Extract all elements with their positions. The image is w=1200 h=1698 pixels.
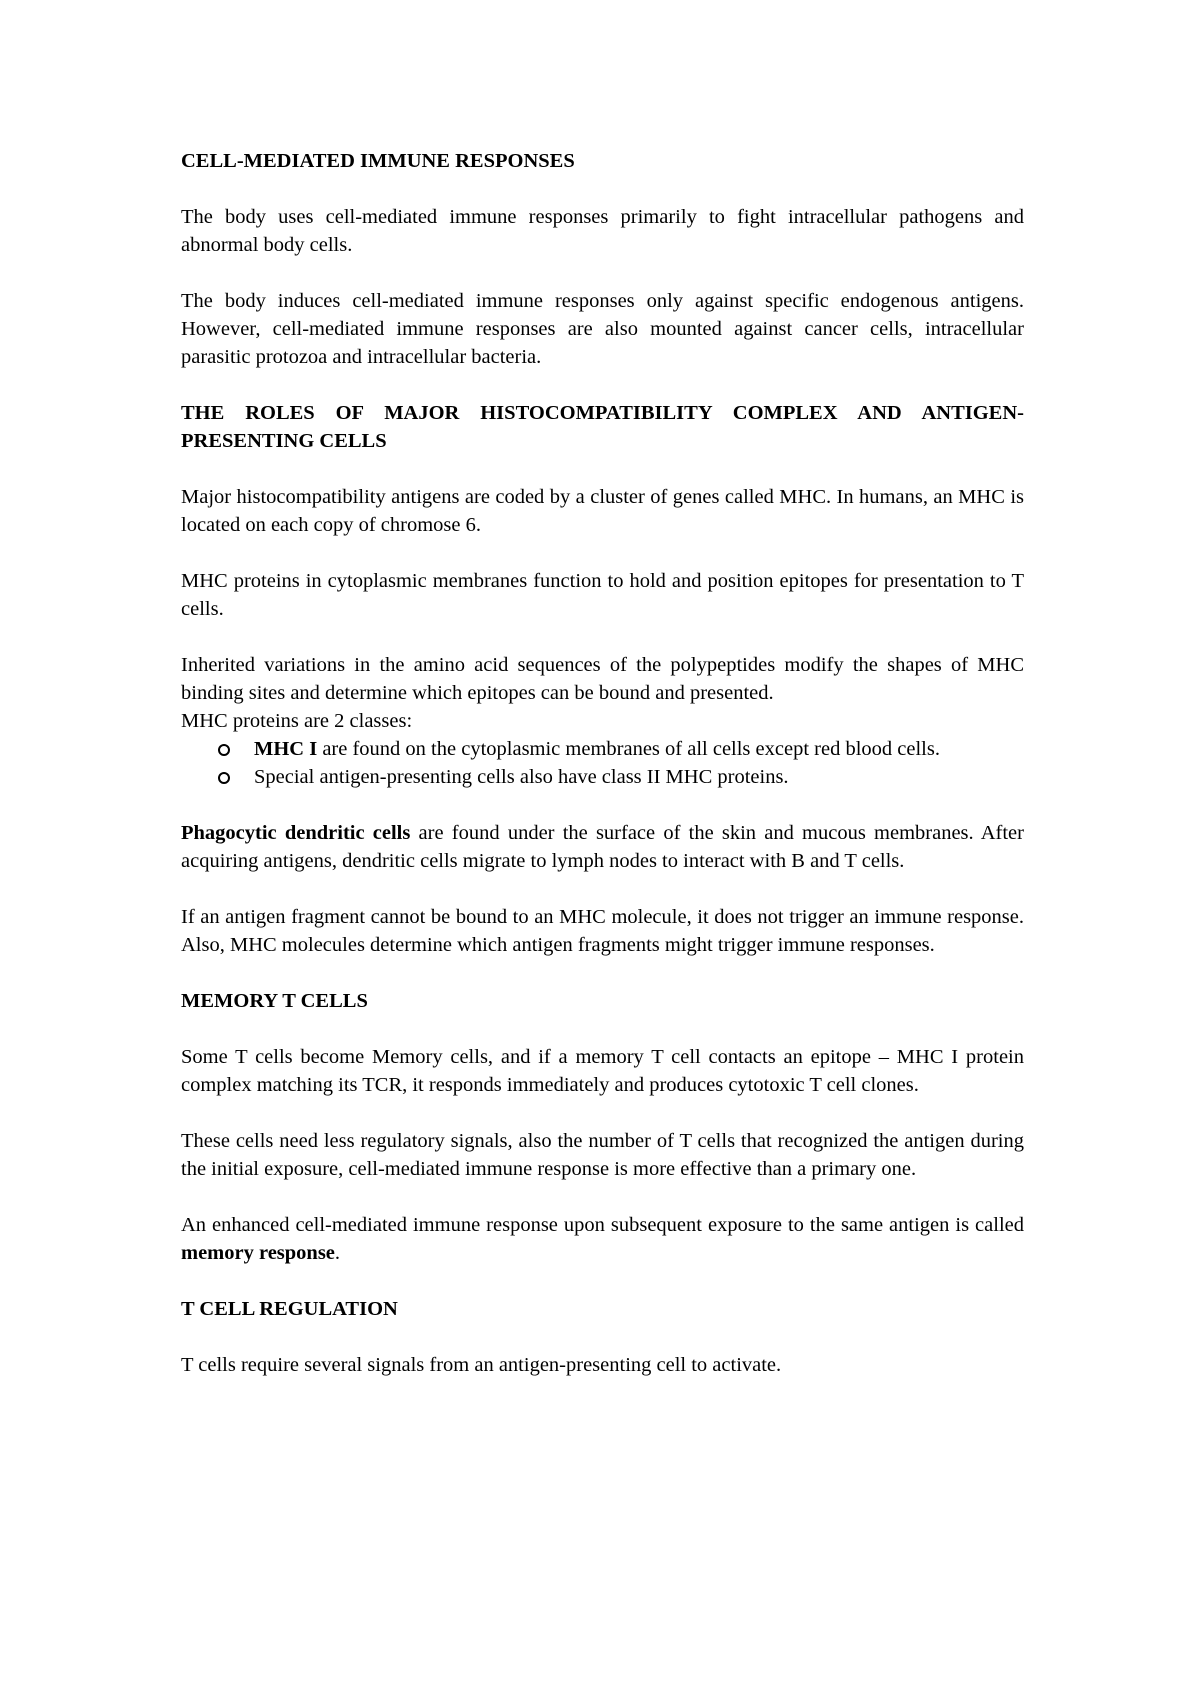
mhc-section-heading: THE ROLES OF MAJOR HISTOCOMPATIBILITY COMPLEX AND ANTIGEN-PRESENTING CELLS bbox=[181, 402, 1024, 452]
mhc-paragraph-5: If an antigen fragment cannot be bound to an MHC molecule, it does not trigger an immune response. Also, MHC molecules determine which antigen fragments might trigger immune responses. bbox=[181, 906, 1024, 956]
mhc-class-1-term: MHC I bbox=[254, 738, 318, 760]
memory-response-term: memory response bbox=[181, 1242, 335, 1264]
mhc-class-2-text: Special antigen-presenting cells also have class II MHC proteins. bbox=[254, 766, 789, 788]
mhc-paragraph-2: MHC proteins in cytoplasmic membranes function to hold and position epitopes for presentation to T cells. bbox=[181, 570, 1024, 620]
memory-paragraph-2: These cells need less regulatory signals, also the number of T cells that recognized the antigen during the initial exposure, cell-mediated immune response is more effective than a primary one. bbox=[181, 1130, 1024, 1180]
dendritic-cells-text: are found under the surface of the skin and mucous membranes. After acquiring antigens, dendritic cells migrate to lymph nodes to interact with B and T cells. bbox=[181, 822, 1024, 872]
memory-response-text: An enhanced cell-mediated immune response upon subsequent exposure to the same antigen is called bbox=[181, 1214, 1024, 1236]
intro-paragraph-2: The body induces cell-mediated immune responses only against specific endogenous antigens. However, cell-mediated immune responses are also mounted against cancer cells, intracellular parasitic protozoa and intracellular bacteria. bbox=[181, 290, 1024, 368]
mhc-paragraph-1: Major histocompatibility antigens are coded by a cluster of genes called MHC. In humans, an MHC is located on each copy of chromose 6. bbox=[181, 486, 1024, 536]
memory-paragraph-3 bbox=[181, 1211, 1024, 1267]
document-title: CELL-MEDIATED IMMUNE RESPONSES bbox=[181, 150, 575, 172]
list-item bbox=[254, 735, 1024, 763]
mhc-class-1-text: are found on the cytoplasmic membranes of all cells except red blood cells. bbox=[317, 738, 940, 760]
list-item bbox=[254, 763, 1024, 791]
mhc-paragraph-3: Inherited variations in the amino acid sequences of the polypeptides modify the shapes of MHC binding sites and determine which epitopes can be bound and presented. bbox=[181, 654, 1024, 704]
memory-response-period: . bbox=[334, 1242, 341, 1264]
dendritic-cells-term: Phagocytic dendritic cells bbox=[181, 822, 411, 844]
memory-section-heading: MEMORY T CELLS bbox=[181, 990, 368, 1012]
intro-paragraph-1: The body uses cell-mediated immune responses primarily to fight intracellular pathogens and abnormal body cells. bbox=[181, 206, 1024, 256]
regulation-paragraph-1: T cells require several signals from an antigen-presenting cell to activate. bbox=[181, 1354, 782, 1376]
dendritic-cells-paragraph bbox=[181, 819, 1024, 875]
document-body bbox=[181, 147, 1024, 1407]
hollow-circle-bullet-icon bbox=[218, 772, 230, 784]
memory-paragraph-1: Some T cells become Memory cells, and if a memory T cell contacts an epitope – MHC I protein complex matching its TCR, it responds immediately and produces cytotoxic T cell clones. bbox=[181, 1046, 1024, 1096]
mhc-classes-list bbox=[181, 735, 1024, 791]
hollow-circle-bullet-icon bbox=[218, 744, 230, 756]
regulation-section-heading: T CELL REGULATION bbox=[181, 1298, 398, 1320]
mhc-classes-intro: MHC proteins are 2 classes: bbox=[181, 710, 413, 732]
